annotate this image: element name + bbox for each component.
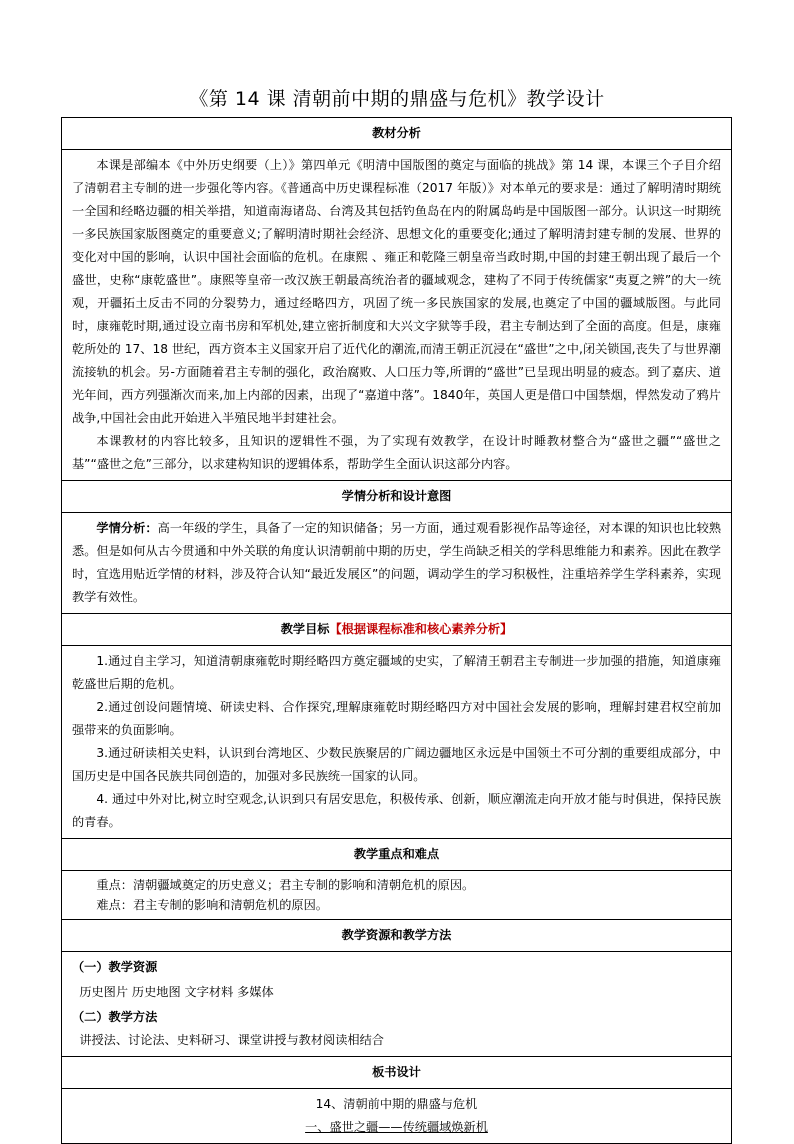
document-title: 《第 14 课 清朝前中期的鼎盛与危机》教学设计 bbox=[189, 88, 605, 110]
keypoints-heading: 教学重点和难点 bbox=[62, 839, 732, 871]
key-point: 重点：清朝疆域奠定的历史意义；君主专制的影响和清朝危机的原因。 bbox=[96, 878, 475, 892]
learner-content bbox=[62, 513, 732, 614]
goal-item-1: 1.通过自主学习，知道清朝康雍乾时期经略四方奠定疆域的史实，了解清王朝君主专制进一步加强的措施，知道康雍乾盛世后期的危机。 bbox=[72, 654, 721, 691]
material-paragraph-1: 本课是部编本《中外历史纲要（上）》第四单元《明清中国版图的奠定与面临的挑战》第 14 课，本课三个子目介绍了清朝君主专制的进一步强化等内容。《普通高中历史课程标准（2017 年版）》对本单元的要求是：通过了解明清时期统一全国和经略边疆的相关举措，知道南海诸岛、台湾及其包括钓鱼岛在内的附属岛屿是中国版图一部分。认识这一时期统一多民族国家版图奠定的重要意义;了解明清时期社会经济、思想文化的重要变化;通过了解明清封建专制的发展、世界的变化对中国的影响，认识中国社会面临的危机。在康熙 、雍正和乾隆三朝皇帝当政时期,中国的封建王朝出现了最后一个盛世，史称“康乾盛世”。康熙等皇帝一改汉族王朝最高统治者的疆域观念，建构了不同于传统儒家“夷夏之辨”的大一统观，开疆拓土反击不同的分裂势力，通过经略四方，巩固了统一多民族国家的发展,也奠定了中国的疆域版图。与此同时，康雍乾时期,通过设立南书房和军机处,建立密折制度和大兴文字狱等手段，君主专制达到了全面的高度。但是，康雍乾所处的 17、18 世纪，西方资本主义国家开启了近代化的潮流,而清王朝正沉浸在“盛世”之中,闭关锁国,丧失了与世界潮流接轨的机会。另-方面随着君主专制的强化，政治腐败、人口压力等,所谓的“盛世”已呈现出明显的疲态。到了嘉庆、道光年间，西方列强渐次而来,加上内部的因素，出现了“嘉道中落”。1840年，英国人更是借口中国禁烟，悍然发动了鸦片战争,中国社会由此开始进入半殖民地半封建社会。 bbox=[72, 158, 721, 425]
goals-content bbox=[62, 646, 732, 839]
material-heading-row bbox=[62, 118, 732, 150]
keypoints-content bbox=[62, 871, 732, 920]
learner-heading: 学情分析和设计意图 bbox=[62, 481, 732, 513]
board-line-2: 一、盛世之疆——传统疆域焕新机 bbox=[305, 1120, 488, 1134]
learner-label: 学情分析： bbox=[96, 521, 158, 535]
resources-content-row bbox=[62, 952, 732, 1057]
goals-content-row bbox=[62, 646, 732, 839]
keypoints-content-row bbox=[62, 871, 732, 920]
resources-subtitle: （一）教学资源 bbox=[72, 960, 158, 974]
resources-text: 历史图片 历史地图 文字材料 多媒体 bbox=[79, 985, 274, 999]
lesson-design-table bbox=[61, 117, 732, 1144]
resources-heading: 教学资源和教学方法 bbox=[62, 920, 732, 952]
goals-heading: 教学目标 bbox=[280, 622, 330, 636]
board-content bbox=[62, 1089, 732, 1144]
material-content bbox=[62, 150, 732, 481]
goal-item-4: 4. 通过中外对比,树立时空观念,认识到只有居安思危，积极传承、创新，顺应潮流走向开放才能与时俱进，保持民族的青春。 bbox=[72, 792, 721, 829]
board-heading: 板书设计 bbox=[62, 1057, 732, 1089]
goals-heading-cell bbox=[62, 614, 732, 646]
resources-heading-row bbox=[62, 920, 732, 952]
keypoints-heading-row bbox=[62, 839, 732, 871]
material-heading: 教材分析 bbox=[62, 118, 732, 150]
material-paragraph-2: 本课教材的内容比较多，且知识的逻辑性不强，为了实现有效教学，在设计时睡教材整合为“盛世之疆”“盛世之基”“盛世之危”三部分，以求建构知识的逻辑体系，帮助学生全面认识这部分内容。 bbox=[72, 434, 721, 471]
board-heading-row bbox=[62, 1057, 732, 1089]
methods-text: 讲授法、讨论法、史料研习、课堂讲授与教材阅读相结合 bbox=[79, 1033, 384, 1047]
goal-item-3: 3.通过研读相关史料，认识到台湾地区、少数民族聚居的广阔边疆地区永远是中国领土不可分割的重要组成部分，中国历史是中国各民族共同创造的，加强对多民族统一国家的认同。 bbox=[72, 746, 721, 783]
methods-subtitle: （二）教学方法 bbox=[72, 1010, 158, 1024]
learner-content-row bbox=[62, 513, 732, 614]
resources-content bbox=[62, 952, 732, 1057]
board-line-1: 14、清朝前中期的鼎盛与危机 bbox=[315, 1097, 478, 1111]
learner-paragraph bbox=[72, 517, 721, 609]
learner-heading-row bbox=[62, 481, 732, 513]
learner-text: 高一年级的学生，具备了一定的知识储备；另一方面，通过观看影视作品等途径，对本课的知识也比较熟悉。但是如何从古今贯通和中外关联的角度认识清朝前中期的历史，学生尚缺乏相关的学科思维能力和素养。因此在教学时，宜选用贴近学情的材料，涉及符合认知“最近发展区”的问题，调动学生的学习积极性，注重培养学生学科素养，实现教学有效性。 bbox=[72, 521, 722, 604]
material-content-row bbox=[62, 150, 732, 481]
goals-heading-row bbox=[62, 614, 732, 646]
goals-heading-note: 【根据课程标准和核心素养分析】 bbox=[329, 622, 513, 636]
board-content-row bbox=[62, 1089, 732, 1144]
difficult-point: 难点：君主专制的影响和清朝危机的原因。 bbox=[96, 898, 328, 912]
goal-item-2: 2.通过创设问题情境、研读史料、合作探究,理解康雍乾时期经略四方对中国社会发展的影响，理解封建君权空前加强带来的负面影响。 bbox=[72, 700, 721, 737]
